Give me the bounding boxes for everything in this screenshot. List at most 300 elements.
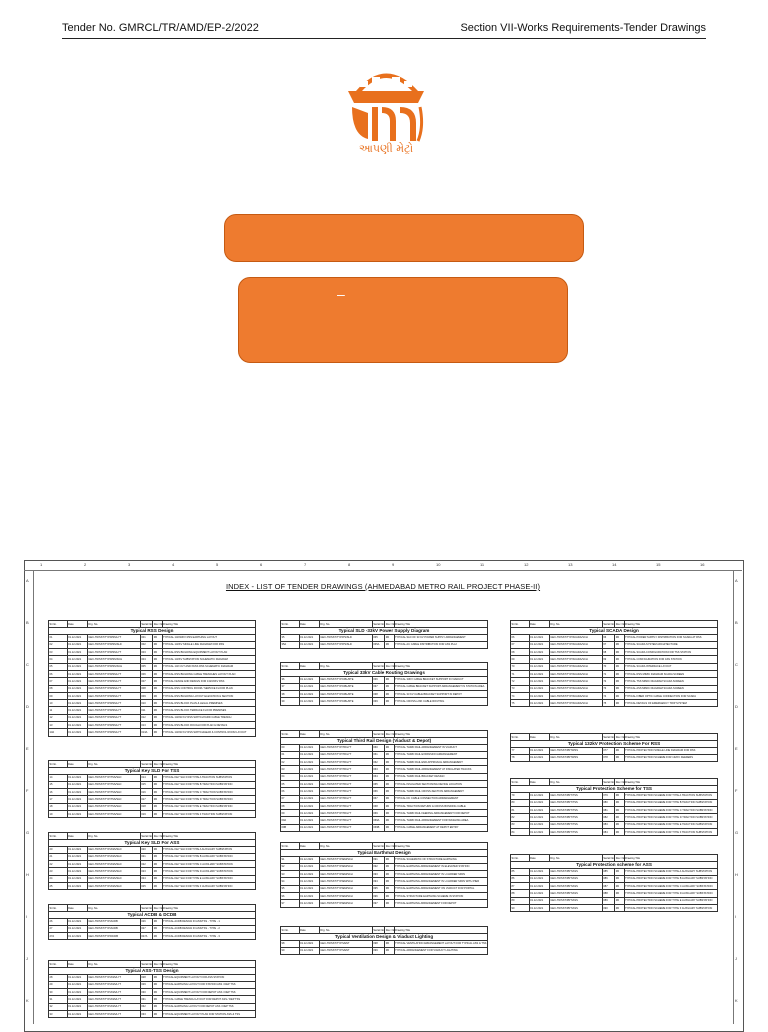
table-cell: 01.12.2021	[529, 685, 549, 692]
sheet-title: INDEX - LIST OF TENDER DRAWINGS (AHMEDABAD METRO RAIL PROJECT PHASE-II)	[225, 582, 541, 591]
table-cell: 005	[140, 663, 152, 670]
table-cell: 089	[602, 897, 614, 904]
table-row	[49, 649, 256, 656]
column-header: Rev. No.	[615, 856, 626, 860]
table-cell: GEC-TR/SST/TYP/ASS/LYT	[87, 1010, 140, 1017]
table-cell: GEC-TR/SST/TYP/SCADA/SCH	[549, 634, 602, 641]
table-cell: 01.12.2021	[299, 698, 319, 705]
table-cell: R0	[153, 663, 162, 670]
table-cell: 01.12.2021	[299, 683, 319, 690]
table-cell: 01.12.2021	[529, 890, 549, 897]
table-cell: TYPICAL 132/33 KV RSS SWITCHYARD CABLE TRENCH	[162, 714, 255, 721]
ruler-tick: 12	[524, 562, 529, 567]
table-cell: TYPICAL EARTHING LAYOUT FOR STATION ASS / DEP TSS	[162, 981, 255, 988]
table-cell: GEC-TR/SST/PRT/TSS	[549, 814, 602, 821]
table-cell: 030	[140, 989, 152, 996]
table-cell: 72	[602, 678, 614, 685]
table-cell: 01.12.2021	[529, 814, 549, 821]
table-cell: TYPICAL ASS MIMIC DIAGRAM SCADA SCREEN	[624, 685, 717, 692]
ruler-tick: 9	[392, 562, 395, 567]
table-cell: TYPICAL THIRD RAIL ARRANGEMENT FOR WASHING AREA	[394, 817, 487, 824]
table-row	[49, 663, 256, 670]
table-cell: GEC-TR/SST/TYP/TR/LYT	[319, 817, 372, 824]
table-cell: 01.12.2021	[67, 853, 87, 860]
table-cell: R0	[385, 766, 394, 773]
table-cell: TYPICAL 33KV CABLE BRACKET SUPPORT IN VIADUCT	[394, 676, 487, 683]
table-cell: R0	[385, 676, 394, 683]
table-cell: 094	[372, 878, 384, 885]
table-cell: GEC-TR/SST/PRT/ASS	[549, 868, 602, 875]
table-cell: R0	[615, 678, 624, 685]
table-cell: GEC-TR/SST/TYP/RSS/LYT	[87, 700, 140, 707]
table-cell: R0	[385, 871, 394, 878]
table-cell: GEC-TR/SST/PRT/ASS	[549, 897, 602, 904]
table-cell: TYPICAL SCHEMATIC OF STRUCTURE EARTHING	[394, 856, 487, 863]
table-row	[511, 814, 718, 821]
table-cell: R0	[385, 795, 394, 802]
table-row	[281, 892, 488, 899]
table-cell: 013	[140, 722, 152, 729]
table-cell: GEC-TR/SST/TYP/SCADA/SCH	[549, 641, 602, 648]
section-heading: Typical 33kV Cable Routing Drawings	[281, 670, 488, 677]
table-cell: 25	[49, 882, 68, 889]
table-cell: 098	[372, 940, 384, 947]
table-row	[49, 974, 256, 981]
table-row	[511, 799, 718, 806]
tender-number: Tender No. GMRCL/TR/AMD/EP-2/2022	[62, 22, 259, 34]
table-cell: 001	[140, 634, 152, 641]
table-cell: R0	[615, 670, 624, 677]
table-cell: 01.12.2021	[67, 925, 87, 932]
ruler-tick: I	[735, 914, 737, 919]
table-cell: GEC-TR/SST/PRT/RSS	[549, 747, 602, 754]
table-cell: TYPICAL KEY SLD FOR TYPE C AUXILIARY SUBSTATION	[162, 861, 255, 868]
table-cell: 015	[140, 781, 152, 788]
table-cell: TYPICAL AC CABLE DISTRIBUTION FOR ASS PH-2	[394, 641, 487, 648]
table-cell: 69	[602, 656, 614, 663]
table-cell: GEC-TR/SST/TYP/RSS/LYT	[87, 685, 140, 692]
table-cell: TYPICAL KEY SLD FOR TYPE D AUXILIARY SUBSTATION	[162, 868, 255, 875]
table-cell: GEC-TR/SST/TYP/CBL/RTE	[319, 691, 372, 698]
column-header: Drawing Title	[162, 905, 255, 912]
table-cell: R0	[153, 670, 162, 677]
table-cell: R0	[153, 641, 162, 648]
table-cell: 27	[49, 925, 68, 932]
table-cell: R0	[385, 900, 394, 907]
column-header: Serial No.	[141, 762, 153, 766]
table-cell: 67	[281, 795, 300, 802]
table-cell: GEC-TR/SST/PRT/TSS	[549, 828, 602, 835]
table-cell: R0	[385, 759, 394, 766]
table-cell: 14	[49, 774, 68, 781]
table-cell: R0	[153, 803, 162, 810]
table-row	[511, 663, 718, 670]
banner-dash: –	[337, 286, 345, 302]
table-cell: 027A	[140, 933, 152, 940]
table-cell: 92	[281, 863, 300, 870]
table-cell: TYPICAL THIRD RAIL CROSS-SECTION ARRANGEMENT	[394, 788, 487, 795]
table-row	[511, 821, 718, 828]
table-row	[281, 802, 488, 809]
drawing-index-table	[280, 730, 488, 832]
column-header: Rev. No.	[153, 962, 164, 966]
table-cell: GEC-TR/SST/TYP/TR/LYT	[319, 766, 372, 773]
table-cell: 01.12.2021	[529, 897, 549, 904]
column-header: Date	[529, 779, 549, 786]
table-cell: GEC-TR/SST/TYP/RSS/LYT	[87, 722, 140, 729]
table-cell: 069	[372, 810, 384, 817]
table-cell: R0	[615, 692, 624, 699]
table-cell: TYPICAL RSS BLOCK ROUGH FOR PLAN & DETAILS	[162, 722, 255, 729]
column-header: Drg. No.	[549, 855, 602, 862]
section-heading: Typical Ventilation Design & Viaduct Lighting	[281, 934, 488, 941]
drawing-index-table	[510, 854, 718, 912]
column-header: Serial No.	[373, 622, 385, 626]
ruler-tick: K	[26, 998, 29, 1003]
table-cell: R0	[153, 714, 162, 721]
column-header: Drg. No.	[87, 761, 140, 768]
table-cell: 01.12.2021	[299, 691, 319, 698]
table-cell: 13	[49, 722, 68, 729]
table-row	[49, 933, 256, 940]
table-cell: 060	[372, 744, 384, 751]
column-header: Date	[67, 621, 87, 628]
table-cell: GEC-TR/SST/TYP/ASS/SLD	[87, 853, 140, 860]
table-cell: 01.12.2021	[529, 678, 549, 685]
table-cell: 01.12.2021	[299, 947, 319, 954]
column-header: Drawing Title	[162, 761, 255, 768]
table-cell: R0	[615, 883, 624, 890]
drawing-index-table	[280, 842, 488, 908]
table-cell: 95	[281, 885, 300, 892]
table-row	[281, 744, 488, 751]
column-header: Drg. No.	[549, 779, 602, 786]
column-header: Rev. No.	[385, 928, 396, 932]
table-cell: 01.12.2021	[299, 871, 319, 878]
table-cell: GEC-TR/SST/TYP/CBL/RTE	[319, 676, 372, 683]
table-cell: TYPICAL DC CABLE CONNECTION ARRANGEMENT	[394, 795, 487, 802]
table-row	[281, 878, 488, 885]
table-row	[49, 1010, 256, 1017]
table-cell: 038	[372, 691, 384, 698]
table-cell: R0	[153, 1010, 162, 1017]
table-cell: GEC-TR/SST/TYP/CBL/RTE	[319, 698, 372, 705]
table-cell: 01.12.2021	[299, 810, 319, 817]
table-cell: GEC-TR/SST/TYP/RSS/SCH	[87, 663, 140, 670]
table-cell: GEC-TR/SST/TYP/SCADA/SCH	[549, 685, 602, 692]
column-header: Date	[529, 855, 549, 862]
table-row	[49, 981, 256, 988]
table-cell: 035	[372, 634, 384, 641]
ruler-tick: 15	[656, 562, 661, 567]
table-cell: R0	[153, 700, 162, 707]
table-cell: GEC-TR/SST/TYP/TR/LYT	[319, 744, 372, 751]
table-row	[511, 754, 718, 761]
table-row	[281, 795, 488, 802]
table-cell: 097	[372, 900, 384, 907]
table-cell: GEC-TR/SST/TYP/TSS/SLD	[87, 774, 140, 781]
table-cell: 32	[49, 1003, 68, 1010]
drawing-index-table	[510, 778, 718, 836]
column-header: Drg. No.	[319, 843, 372, 850]
table-row	[281, 691, 488, 698]
table-cell: 71	[511, 670, 530, 677]
table-cell: 04	[49, 656, 68, 663]
column-header: Drawing Title	[624, 855, 717, 862]
table-cell: 19	[49, 810, 68, 817]
table-cell: TYPICAL RSS CONTROL ROOM / SERVICE FLOOR PLAN	[162, 685, 255, 692]
table-cell: R0	[153, 996, 162, 1003]
table-cell: 013A	[140, 729, 152, 736]
table-cell: R0	[615, 897, 624, 904]
table-cell: 01.12.2021	[67, 1003, 87, 1010]
column-header: Date	[299, 621, 319, 628]
table-cell: R0	[615, 904, 624, 911]
table-cell: 069A	[372, 817, 384, 824]
table-cell: R0	[153, 1003, 162, 1010]
table-cell: 01.12.2021	[67, 796, 87, 803]
ruler-tick: C	[26, 662, 29, 667]
table-cell: 07	[49, 678, 68, 685]
table-cell: TYPICAL KEY SLD FOR TYPE D TRACTION SUBSTATION	[162, 796, 255, 803]
table-cell: TYPICAL CROSS-LINK CABLE ROUTING	[394, 698, 487, 705]
table-cell: 01.12.2021	[67, 774, 87, 781]
table-cell: 15	[49, 781, 68, 788]
table-cell: GEC-TR/SST/PRT/ASS	[549, 904, 602, 911]
table-cell: 01.12.2021	[67, 656, 87, 663]
table-cell: TYPICAL STRUCTURE EARTHING SCHEME IN STATION	[394, 892, 487, 899]
column-header: Serial No.	[603, 856, 615, 860]
table-row	[511, 792, 718, 799]
section-heading: Typical 132kV Protection Scheme For RSS	[511, 741, 718, 748]
table-row	[511, 807, 718, 814]
ruler-tick: 16	[700, 562, 705, 567]
table-cell: 01.12.2021	[67, 649, 87, 656]
column-header: Drawing Title	[624, 734, 717, 741]
column-header: Drg. No.	[87, 621, 140, 628]
table-cell: TYPICAL KEY SLD FOR TYPE F TRACTION SUBSTATION	[162, 810, 255, 817]
table-cell: 063	[372, 766, 384, 773]
table-cell: 026	[140, 918, 152, 925]
table-cell: TYPICAL EQUIPMENT LAYOUT FOR DEPOT ASS / DEP TSS	[162, 989, 255, 996]
column-header: Drg. No.	[319, 927, 372, 934]
table-cell: 006	[140, 670, 152, 677]
table-cell: 01.12.2021	[67, 882, 87, 889]
table-cell: 036	[372, 676, 384, 683]
table-cell: 01.12.2021	[299, 863, 319, 870]
table-cell: 63	[281, 766, 300, 773]
table-cell: R0	[385, 947, 394, 954]
table-cell: 93	[281, 871, 300, 878]
column-header: Serial No.	[141, 906, 153, 910]
table-row	[49, 685, 256, 692]
table-cell: R0	[153, 634, 162, 641]
table-header-row	[49, 761, 256, 768]
column-header: Drg. No.	[319, 621, 372, 628]
table-row	[281, 676, 488, 683]
table-row	[511, 828, 718, 835]
table-row	[511, 678, 718, 685]
table-cell: 088	[602, 890, 614, 897]
column-header: Sr.No.	[49, 961, 68, 968]
column-header: Rev. No.	[385, 622, 396, 626]
table-cell: 064	[372, 773, 384, 780]
table-cell: TYPICAL THIRD RAIL FEEDING ARRANGEMENT FOR DEPOT	[394, 810, 487, 817]
column-header: Drawing Title	[624, 779, 717, 786]
table-cell: 01.12.2021	[529, 754, 549, 761]
ruler-tick: H	[26, 872, 29, 877]
table-cell: R0	[385, 698, 394, 705]
table-cell: R0	[153, 925, 162, 932]
table-row	[281, 751, 488, 758]
table-cell: 01.12.2021	[529, 656, 549, 663]
column-header: Date	[67, 833, 87, 840]
column-header: Serial No.	[141, 834, 153, 838]
table-cell: R0	[153, 692, 162, 699]
table-cell: TYPICAL PROTECTION SCHEME FOR TYPE A TRACTION SUBSTATION	[624, 792, 717, 799]
table-cell: 023	[140, 868, 152, 875]
metro-logo-icon	[338, 46, 434, 156]
column-header: Date	[529, 621, 549, 628]
table-cell: TYPICAL RSS BUILDING CABLE TRENCHES LAYOUT PLAN	[162, 670, 255, 677]
section-title: Section VII-Works Requirements-Tender Drawings	[460, 22, 706, 34]
table-cell: 01.12.2021	[67, 981, 87, 988]
table-cell: 01.12.2021	[67, 868, 87, 875]
table-row	[49, 729, 256, 736]
column-header: Drg. No.	[549, 621, 602, 628]
drawing-index-table	[280, 926, 488, 955]
table-cell: TYPICAL EARTHING ARRANGEMENT IN U-GIRDER SPAN	[394, 871, 487, 878]
table-cell: 94	[281, 878, 300, 885]
table-cell: 35	[281, 634, 300, 641]
table-cell: 91	[281, 856, 300, 863]
table-cell: 38	[281, 691, 300, 698]
table-cell: R0	[153, 853, 162, 860]
table-cell: 01.12.2021	[299, 795, 319, 802]
table-cell: TYPICAL 132 CUT AND PASS RSS SCHEMATIC DIAGRAM	[162, 663, 255, 670]
table-cell: 01.12.2021	[299, 751, 319, 758]
column-header: Date	[299, 843, 319, 850]
table-cell: TYPICAL CONFIGURATION FOR ASS STATION	[624, 656, 717, 663]
table-cell: 27A	[49, 933, 68, 940]
table-cell: GEC-TR/SST/TYP/TSS/SLD	[87, 810, 140, 817]
table-cell: R0	[615, 656, 624, 663]
column-header: Serial No.	[141, 962, 153, 966]
column-header: Date	[67, 761, 87, 768]
table-cell: R0	[385, 817, 394, 824]
table-cell: 77	[511, 747, 530, 754]
table-cell: R0	[153, 846, 162, 853]
sheet-ruler-top	[24, 561, 742, 571]
table-cell: 037	[372, 683, 384, 690]
table-cell: TYPICAL ACDB DESIGN IN ASS/TSS - TYPE - 2	[162, 925, 255, 932]
table-cell: TYPICAL RSS BLOCK PLAN & LEGAL PREMISES	[162, 700, 255, 707]
table-cell: 020	[140, 846, 152, 853]
table-cell: TYPICAL THIRD RAIL ARRANGEMENT IN VIADUCT	[394, 744, 487, 751]
table-cell: TYPICAL PROTECTION SCHEME FOR TYPE F AUXILIARY SUBSTATION	[624, 904, 717, 911]
table-cell: GEC-TR/SST/PRT/ASS	[549, 875, 602, 882]
table-row	[281, 780, 488, 787]
ruler-tick: A	[735, 578, 738, 583]
table-cell: 97	[281, 900, 300, 907]
table-row	[281, 788, 488, 795]
table-cell: R0	[615, 868, 624, 875]
table-cell: 73	[602, 685, 614, 692]
table-cell: 086	[602, 875, 614, 882]
table-row	[49, 875, 256, 882]
column-header: Drawing Title	[624, 621, 717, 628]
table-row	[49, 670, 256, 677]
table-cell: R0	[615, 875, 624, 882]
table-cell: TYPICAL ARRANGEMENT FOR VIADUCT LIGHTING	[394, 947, 487, 954]
table-row	[49, 853, 256, 860]
table-cell: 08	[49, 685, 68, 692]
table-cell: R0	[615, 792, 624, 799]
column-header: Rev. No.	[153, 834, 164, 838]
table-cell: GEC-TR/SST/TYP/TSS/SLD	[87, 796, 140, 803]
table-row	[49, 789, 256, 796]
column-header: Date	[529, 734, 549, 741]
column-header: Sr.No.	[49, 761, 68, 768]
table-cell: 01.12.2021	[67, 663, 87, 670]
table-cell: 061	[372, 751, 384, 758]
table-cell: 01.12.2021	[67, 789, 87, 796]
table-cell: R0	[385, 691, 394, 698]
section-heading: Typical Earthmat Design	[281, 850, 488, 857]
table-row	[49, 714, 256, 721]
drawing-index-table	[48, 760, 256, 818]
table-cell: 010	[140, 700, 152, 707]
column-header: Sr.No.	[511, 855, 530, 862]
table-cell: TYPICAL EQUIPMENT LAYOUT PLAN FOR STATION ASS & TSS	[162, 1010, 255, 1017]
column-header: Date	[299, 927, 319, 934]
column-header: Drawing Title	[162, 833, 255, 840]
table-row	[281, 947, 488, 954]
table-cell: 084	[602, 828, 614, 835]
table-row	[49, 918, 256, 925]
ruler-tick: H	[735, 872, 738, 877]
table-cell: TYPICAL PROTECTION SCHEME FOR TYPE B AUXILIARY SUBSTATION	[624, 875, 717, 882]
table-cell: 004	[140, 656, 152, 663]
table-cell: 087	[602, 883, 614, 890]
table-cell: 077	[602, 747, 614, 754]
column-header: Sr.No.	[281, 927, 300, 934]
section-heading: Typical ACDB & DCDB	[49, 912, 256, 919]
table-row	[281, 773, 488, 780]
table-cell: R0	[153, 981, 162, 988]
table-cell: 066	[372, 788, 384, 795]
table-cell: R0	[385, 744, 394, 751]
table-cell: GEC-TR/SST/TYP/VENT	[319, 940, 372, 947]
table-cell: R0	[615, 754, 624, 761]
table-cell: GEC-TR/SST/TYP/EM/SCH	[319, 871, 372, 878]
table-cell: GEC-TR/SST/TYP/TR/LYT	[319, 751, 372, 758]
table-row	[511, 897, 718, 904]
table-cell: R0	[615, 641, 624, 648]
table-cell: 01.12.2021	[299, 892, 319, 899]
table-cell: 69A	[281, 817, 300, 824]
table-cell: TYPICAL TRACTION RETURN & CROSS BONDING CABLE	[394, 802, 487, 809]
table-cell: 069B	[372, 824, 384, 831]
table-cell: R0	[153, 649, 162, 656]
table-cell: 008	[140, 685, 152, 692]
table-cell: 067	[372, 795, 384, 802]
table-cell: GEC-TR/SST/TYP/SCADA/SCH	[549, 663, 602, 670]
table-row	[281, 900, 488, 907]
table-cell: 64	[281, 773, 300, 780]
table-cell: 68	[511, 649, 530, 656]
table-row	[281, 856, 488, 863]
